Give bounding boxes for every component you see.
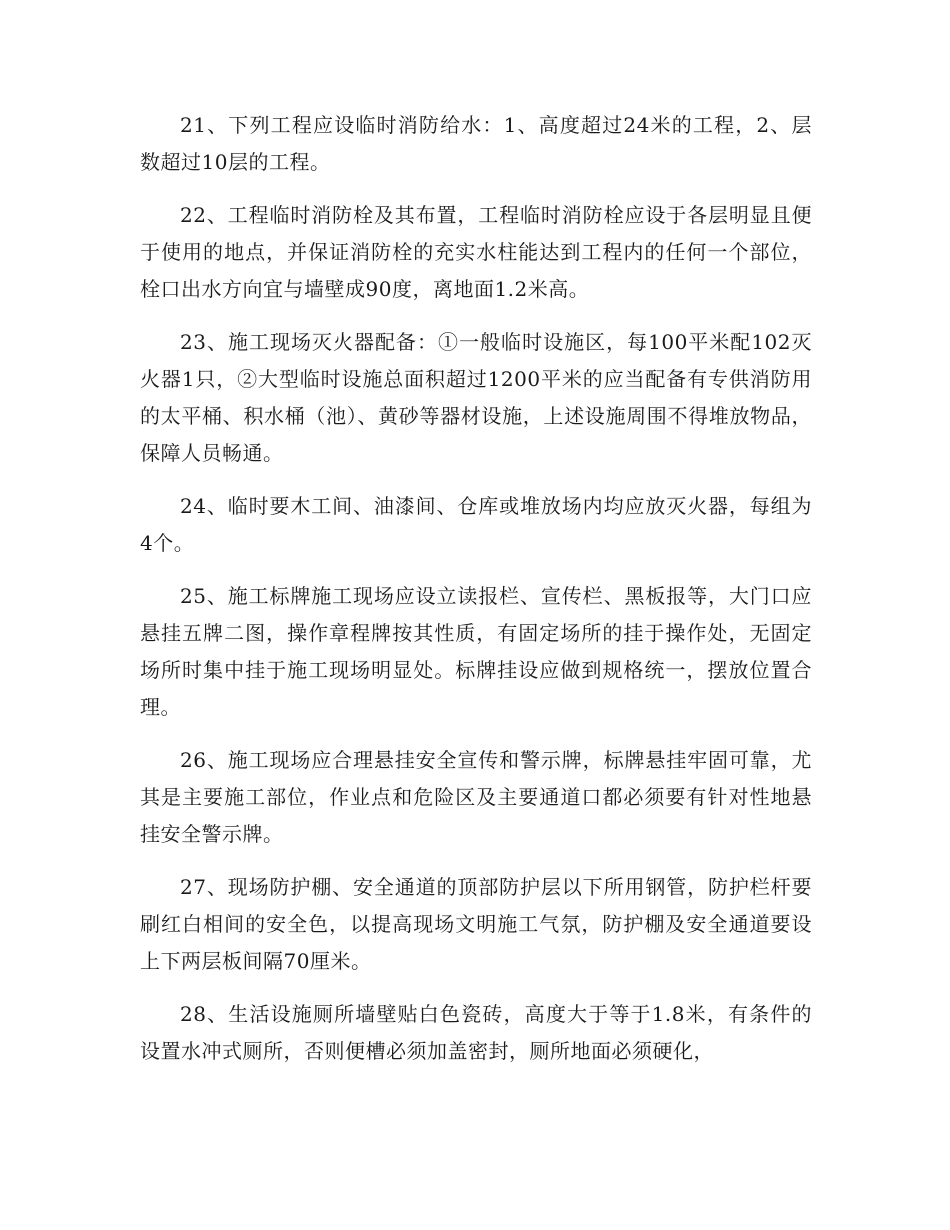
paragraph-25: 25、施工标牌施工现场应设立读报栏、宣传栏、黑板报等，大门口应悬挂五牌二图，操作章程牌按其性质，有固定场所的挂于操作处，无固定场所时集中挂于施工现场明显处。标牌挂设应做到规格统一，摆放位置合理。 — [140, 584, 812, 719]
paragraph-23: 23、施工现场灭火器配备：①一般临时设施区，每100平米配102灭火器1只，②大型临时设施总面积超过1200平米的应当配备有专供消防用的太平桶、积水桶（池）、黄砂等器材设施，上述设施周围不得堆放物品，保障人员畅通。 — [140, 330, 812, 465]
paragraph-27: 27、现场防护棚、安全通道的顶部防护层以下所用钢管，防护栏杆要刷红白相间的安全色，以提高现场文明施工气氛，防护棚及安全通道要设上下两层板间隔70厘米。 — [140, 875, 812, 973]
paragraph-24: 24、临时要木工间、油漆间、仓库或堆放场内均应放灭火器，每组为4个。 — [140, 494, 812, 555]
paragraph-22: 22、工程临时消防栓及其布置，工程临时消防栓应设于各层明显且便于使用的地点，并保证消防栓的充实水柱能达到工程内的任何一个部位，栓口出水方向宜与墙壁成90度，离地面1.2米高。 — [140, 203, 812, 301]
paragraph-26: 26、施工现场应合理悬挂安全宣传和警示牌，标牌悬挂牢固可靠，尤其是主要施工部位，作业点和危险区及主要通道口都必须要有针对性地悬挂安全警示牌。 — [140, 748, 812, 846]
paragraph-21: 21、下列工程应设临时消防给水：1、高度超过24米的工程，2、层数超过10层的工程。 — [140, 113, 812, 174]
paragraph-28: 28、生活设施厕所墙壁贴白色瓷砖，高度大于等于1.8米，有条件的设置水冲式厕所，否则便槽必须加盖密封，厕所地面必须硬化， — [140, 1002, 812, 1063]
document-body — [140, 107, 812, 1086]
